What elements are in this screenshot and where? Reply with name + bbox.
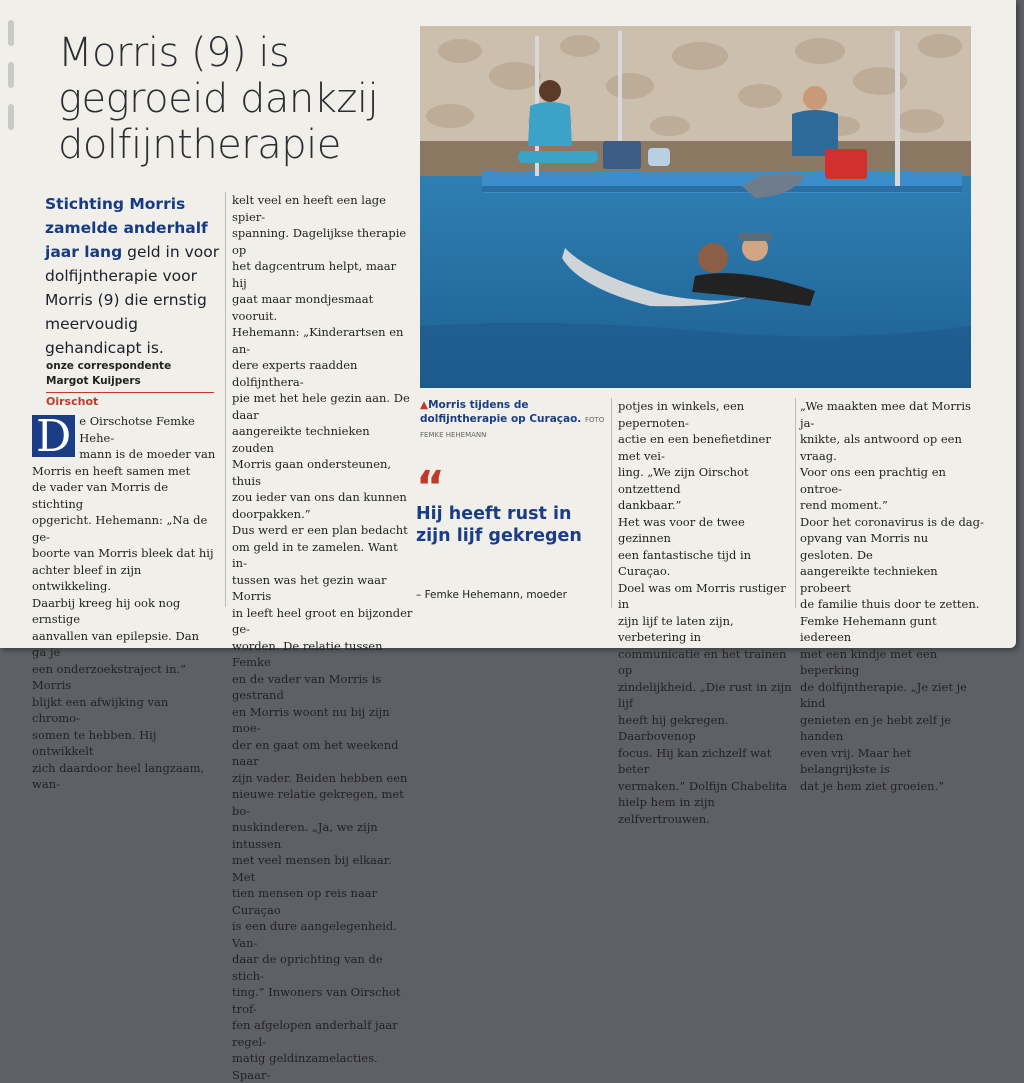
column-divider	[611, 398, 612, 608]
headline-line: Morris (9) is	[58, 30, 290, 76]
byline-divider	[46, 392, 214, 393]
article-column-3: potjes in winkels, een pepernoten- actie en een benefietdiner met vei- ling. „We zijn Oirschot ontzettend dankbaar.” Het was voor de twee gezinnen een fantastische tijd in Curaçao. Doel was om Morris rustiger in zijn lijf te laten zijn, verbetering in communicatie en het trainen op zindelijkheid. „Die rust in zijn lijf heeft hij gekregen. Daarbovenop focus. Hij kan zichzelf wat beter vermaken.” Dolfijn Chabelita hielp hem in zijn zelfvertrouwen.	[618, 399, 792, 826]
article-column-2: kelt veel en heeft een lage spier- spanning. Dagelijkse therapie op het dagcentrum helpt, maar hij gaat maar mondjesmaat vooruit. Hehemann: „Kinderartsen en an- dere experts raadden dolfijnthera- pie met het hele gezin aan. De daar aangereikte technieken zouden Morris gaan ondersteunen, thuis zou ieder van ons dan kunnen doorpakken.” Dus werd er een plan bedacht om geld in te zamelen. Want in- tussen was het gezin waar Morris in leeft heel groot en bijzonder ge- worden. De relatie tussen Femke en de vader van Morris is gestrand en Morris woont nu bij zijn moe- der en gaat om het weekend naar zijn vader. Beiden hebben een nieuwe relatie gekregen, met bo- nuskinderen. „Ja, we zijn intussen met veel mensen bij elkaar. Met tien mensen op reis naar Curaçao is een dure aangelegenheid. Van- daar de oprichting van de stich- ting.” Inwoners van Oirschot trof- fen afgelopen anderhalf jaar regel- matig geldinzamelacties. Spaar-	[232, 193, 413, 1082]
column-text: e Oirschotse Femke Hehe- mann is de moeder van Morris en heeft samen met de vader van Morris de stichting opgericht. Hehemann: „Na de ge- boorte van Morris bleek dat hij achter bleef in zijn ontwikkeling. Daarbij kreeg hij ook nog ernstige aanvallen van epilepsie. Dan ga je een onderzoekstraject in.” Morris blijkt een afwijking van chromo- somen te hebben. Hij ontwikkelt zich daardoor heel langzaam, wan-	[32, 414, 216, 791]
binder-hole	[8, 62, 14, 88]
lead-rest: geld in voor dolfijntherapie voor Morris (9) die ernstig meervoudig gehandicapt is.	[45, 243, 220, 357]
pull-quote-attribution: – Femke Hehemann, moeder	[416, 589, 567, 601]
article-column-4: „We maakten mee dat Morris ja- knikte, als antwoord op een vraag. Voor ons een prachtig en ontroe- rend moment.” Door het coronavirus is de dag- opvang van Morris nu gesloten. De aangereikte technieken probeert de familie thuis door te zetten. Femke Hehemann gunt iedereen met een kindje met een beperking de dolfijntherapie. „Je ziet je kind genieten en je hebt zelf je handen even vrij. Maar het belangrijkste is dat je hem ziet groeien.”	[800, 399, 984, 793]
dateline: Oirschot	[46, 395, 99, 408]
drop-cap: D	[32, 415, 75, 457]
photo-credit: FOTO FEMKE HEHEMANN	[420, 416, 605, 439]
pull-quote: Hij heeft rust in zijn lijf gekregen	[416, 504, 582, 546]
column-divider	[225, 192, 226, 607]
byline-name: Margot Kuijpers	[46, 375, 141, 387]
quote-mark-icon: “	[416, 462, 445, 513]
binder-holes	[8, 20, 18, 146]
lead-bold: Stichting Morris zamelde anderhalf jaar lang	[45, 195, 208, 261]
caption-marker: ▲	[420, 399, 429, 411]
caption-text: Morris tijdens de dolfijntherapie op Curaçao.	[420, 399, 582, 425]
article-lead	[45, 192, 231, 360]
binder-hole	[8, 104, 14, 130]
column-divider	[795, 398, 796, 608]
byline-label: onze correspondente	[46, 360, 172, 372]
article-headline	[58, 30, 418, 168]
headline-line: dolfijntherapie	[58, 122, 341, 168]
article-column-1	[32, 413, 216, 793]
headline-line: gegroeid dankzij	[58, 76, 379, 122]
photo-illustration	[420, 26, 971, 388]
photo-caption	[420, 398, 610, 442]
dolphin-therapy-photo	[420, 26, 971, 388]
binder-hole	[8, 20, 14, 46]
